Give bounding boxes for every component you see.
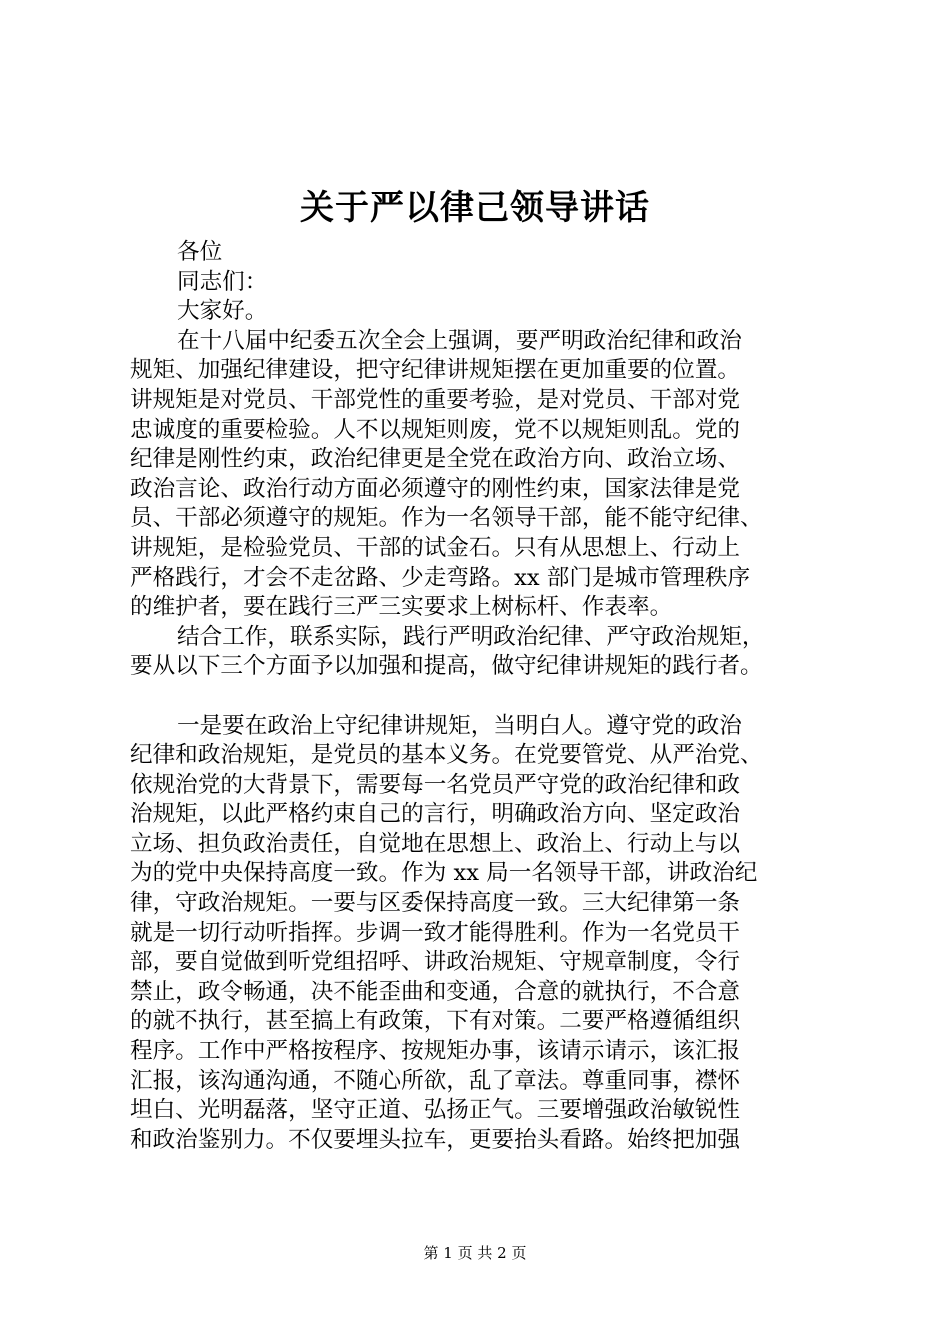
- paragraph-line: 坦白、光明磊落，坚守正道、弘扬正气。三要增强政治敏锐性: [130, 1097, 741, 1124]
- paragraph-line: 依规治党的大背景下，需要每一名党员严守党的政治纪律和政: [130, 771, 741, 798]
- greeting-line: 同志们：: [177, 268, 268, 295]
- paragraph-line: 和政治鉴别力。不仅要埋头拉车，更要抬头看路。始终把加强: [130, 1126, 741, 1153]
- document-body: [130, 238, 830, 1155]
- paragraph-line: 讲规矩是对党员、干部党性的重要考验，是对党员、干部对党: [130, 386, 741, 413]
- paragraph-line: 一是要在政治上守纪律讲规矩，当明白人。遵守党的政治: [177, 712, 742, 739]
- paragraph-line: 部，要自觉做到听党组招呼、讲政治规矩、守规章制度，令行: [130, 949, 741, 976]
- paragraph-line: 在十八届中纪委五次全会上强调，要严明政治纪律和政治: [177, 327, 742, 354]
- paragraph-line: 忠诚度的重要检验。人不以规矩则废，党不以规矩则乱。党的: [130, 416, 741, 443]
- greeting-line: 各位: [177, 239, 223, 265]
- paragraph-line: 汇报，该沟通沟通，不随心所欲，乱了章法。尊重同事，襟怀: [130, 1067, 741, 1094]
- paragraph-line: 政治言论、政治行动方面必须遵守的刚性约束，国家法律是党: [130, 475, 741, 502]
- greeting-line: 大家好。: [177, 298, 268, 325]
- paragraph-line: 纪律是刚性约束，政治纪律更是全党在政治方向、政治立场、: [130, 446, 741, 473]
- paragraph-line: 禁止，政令畅通，决不能歪曲和变通，合意的就执行，不合意: [130, 978, 741, 1005]
- paragraph-line: 为的党中央保持高度一致。作为 xx 局一名领导干部，讲政治纪: [130, 860, 758, 887]
- page-number-footer: 第 1 页 共 2 页: [423, 1244, 527, 1262]
- paragraph-line: 严格践行，才会不走岔路、少走弯路。xx 部门是城市管理秩序: [130, 564, 751, 591]
- paragraph-line: 要从以下三个方面予以加强和提高，做守纪律讲规矩的践行者。: [130, 653, 763, 680]
- paragraph-line: 员、干部必须遵守的规矩。作为一名领导干部，能不能守纪律、: [130, 505, 763, 532]
- paragraph-line: 结合工作，联系实际，践行严明政治纪律、严守政治规矩，: [177, 623, 765, 650]
- paragraph-line: 律，守政治规矩。一要与区委保持高度一致。三大纪律第一条: [130, 890, 741, 917]
- paragraph-spacer: [130, 682, 830, 712]
- paragraph-line: 纪律和政治规矩，是党员的基本义务。在党要管党、从严治党、: [130, 742, 763, 769]
- paragraph-line: 规矩、加强纪律建设，把守纪律讲规矩摆在更加重要的位置。: [130, 357, 741, 384]
- paragraph-line: 的维护者，要在践行三严三实要求上树标杆、作表率。: [130, 594, 673, 621]
- paragraph-line: 就是一切行动听指挥。步调一致才能得胜利。作为一名党员干: [130, 919, 741, 946]
- paragraph-line: 治规矩，以此严格约束自己的言行，明确政治方向、坚定政治: [130, 801, 741, 828]
- paragraph-line: 立场、担负政治责任，自觉地在思想上、政治上、行动上与以: [130, 830, 741, 857]
- document-title: 关于严以律己领导讲话: [300, 188, 650, 228]
- paragraph-line: 程序。工作中严格按程序、按规矩办事，该请示请示，该汇报: [130, 1038, 741, 1065]
- paragraph-line: 的就不执行，甚至搞上有政策，下有对策。二要严格遵循组织: [130, 1008, 741, 1035]
- paragraph-line: 讲规矩，是检验党员、干部的试金石。只有从思想上、行动上: [130, 534, 741, 561]
